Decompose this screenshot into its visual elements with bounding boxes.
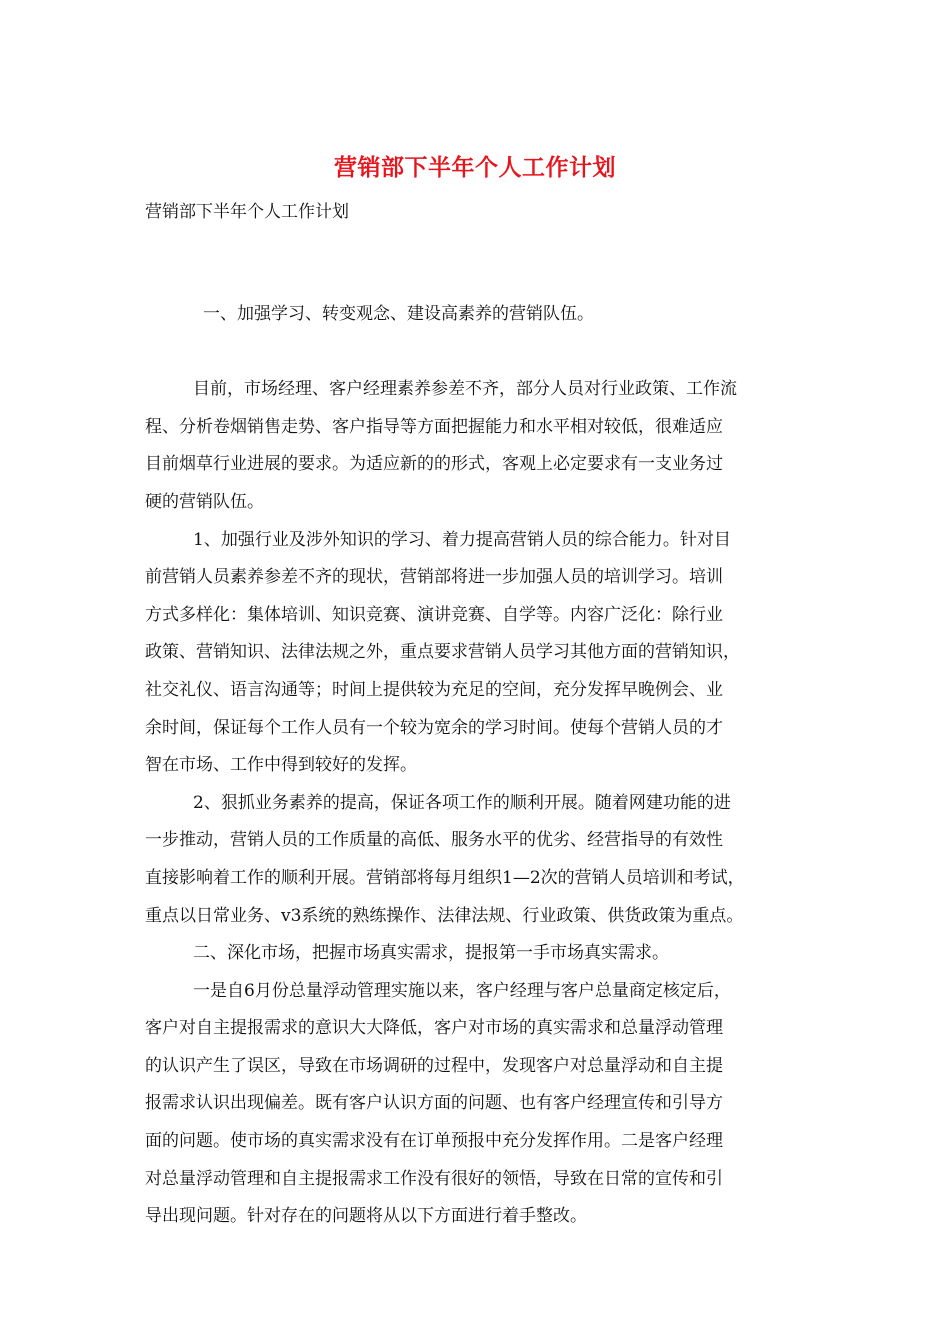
- paragraph-line: 直接影响着工作的顺利开展。营销部将每月组织1—2次的营销人员培训和考试，: [145, 867, 745, 888]
- paragraph-line: 硬的营销队伍。: [145, 491, 264, 512]
- section-heading-2: 二、深化市场，把握市场真实需求，提报第一手市场真实需求。: [193, 943, 669, 964]
- paragraph-line: 智在市场、工作中得到较好的发挥。: [145, 755, 417, 776]
- paragraph-line: 报需求认识出现偏差。既有客户认识方面的问题、也有客户经理宣传和引导方: [145, 1093, 723, 1114]
- paragraph-line: 对总量浮动管理和自主提报需求工作没有很好的领悟，导致在日常的宣传和引: [145, 1168, 723, 1189]
- paragraph-line: 导出现问题。针对存在的问题将从以下方面进行着手整改。: [145, 1206, 587, 1227]
- document-title: 营销部下半年个人工作计划: [334, 154, 616, 181]
- spacer: [145, 334, 805, 372]
- paragraph-line: 面的问题。使市场的真实需求没有在订单预报中充分发挥作用。二是客户经理: [145, 1131, 723, 1152]
- paragraph-line: 一步推动，营销人员的工作质量的高低、服务水平的优劣、经营指导的有效性: [145, 830, 723, 851]
- section-heading-1: 一、加强学习、转变观念、建设高素养的营销队伍。: [203, 304, 594, 324]
- document-body: [145, 296, 805, 1236]
- paragraph-line: 客户对自主提报需求的意识大大降低，客户对市场的真实需求和总量浮动管理: [145, 1018, 723, 1039]
- paragraph-line: 1、加强行业及涉外知识的学习、着力提高营销人员的综合能力。针对目: [193, 529, 731, 550]
- paragraph-line: 目前烟草行业进展的要求。为适应新的的形式，客观上必定要求有一支业务过: [145, 454, 723, 475]
- paragraph-line: 目前，市场经理、客户经理素养参差不齐，部分人员对行业政策、工作流: [193, 379, 737, 400]
- paragraph-line: 重点以日常业务、v3系统的熟练操作、法律法规、行业政策、供货政策为重点。: [145, 905, 744, 926]
- document-subtitle: 营销部下半年个人工作计划: [145, 202, 349, 222]
- paragraph-line: 社交礼仪、语言沟通等；时间上提供较为充足的空间，充分发挥早晚例会、业: [145, 679, 723, 700]
- paragraph-line: 方式多样化：集体培训、知识竞赛、演讲竞赛、自学等。内容广泛化：除行业: [145, 604, 723, 625]
- paragraph-line: 前营销人员素养参差不齐的现状，营销部将进一步加强人员的培训学习。培训: [145, 567, 723, 588]
- paragraph-line: 一是自6月份总量浮动管理实施以来，客户经理与客户总量商定核定后，: [193, 980, 731, 1001]
- paragraph-line: 余时间，保证每个工作人员有一个较为宽余的学习时间。使每个营销人员的才: [145, 717, 723, 738]
- paragraph-line: 政策、营销知识、法律法规之外，重点要求营销人员学习其他方面的营销知识，: [145, 642, 740, 663]
- paragraph-line: 程、分析卷烟销售走势、客户指导等方面把握能力和水平相对较低，很难适应: [145, 416, 723, 437]
- paragraph-line: 2、狠抓业务素养的提高，保证各项工作的顺利开展。随着网建功能的进: [193, 792, 731, 813]
- paragraph-line: 的认识产生了误区，导致在市场调研的过程中，发现客户对总量浮动和自主提: [145, 1055, 723, 1076]
